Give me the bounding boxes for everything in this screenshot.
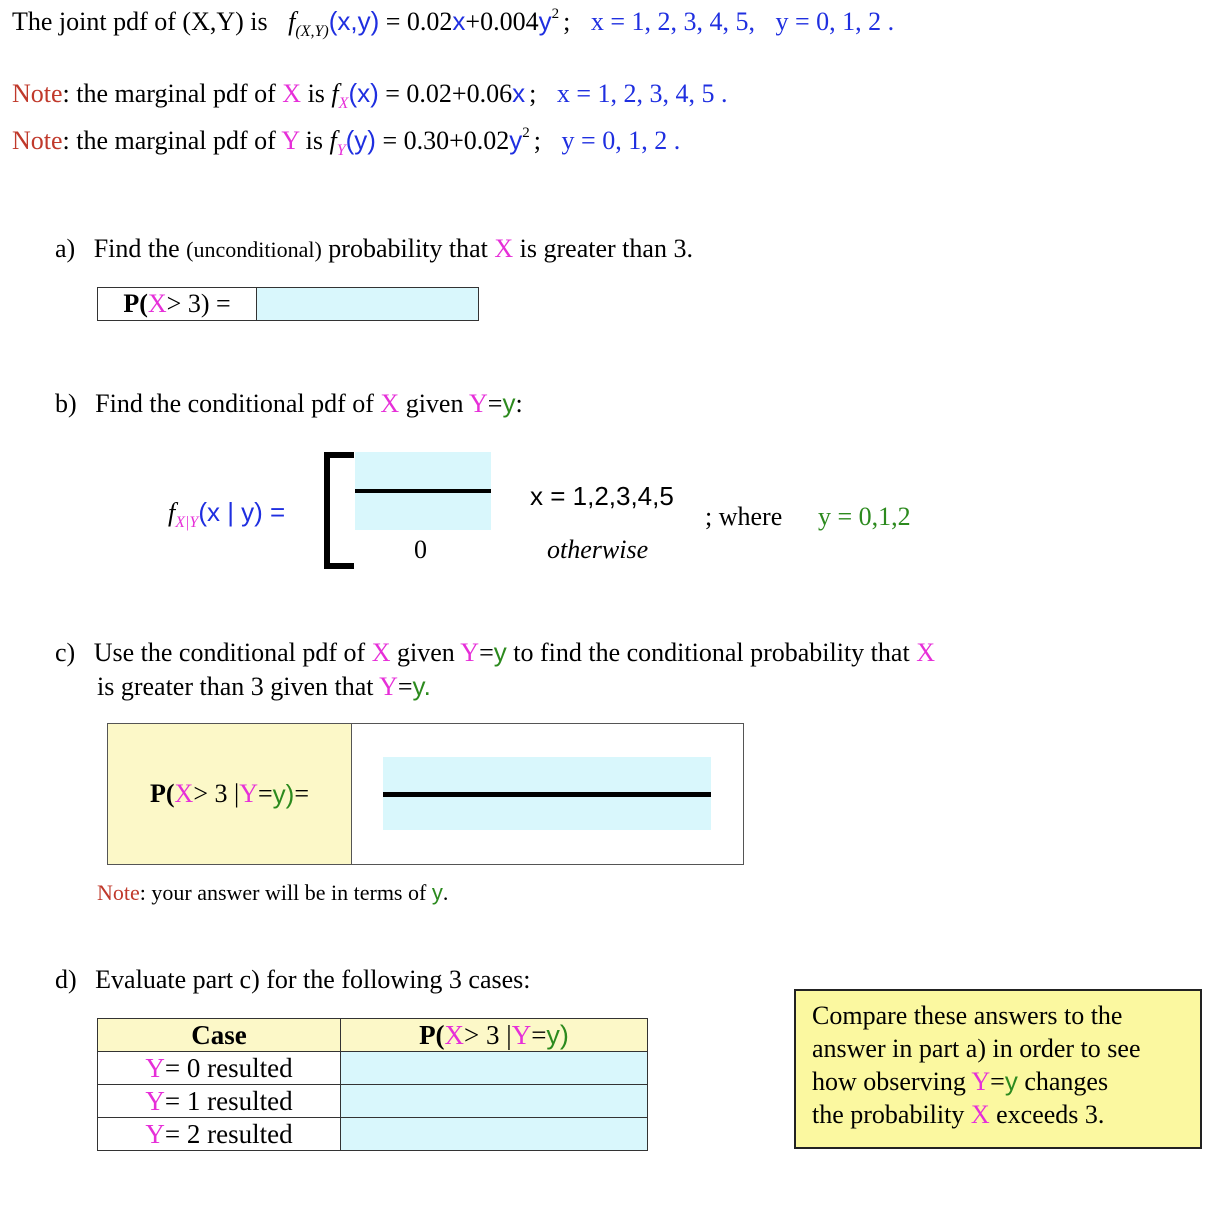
joint-rhs-sup: 2 xyxy=(551,6,560,22)
part-c-answer-panel xyxy=(107,723,744,865)
compare-line4 xyxy=(812,1098,1200,1131)
part-a-text2: probability that xyxy=(328,234,488,263)
note2-sup: 2 xyxy=(522,125,530,141)
part-a-box-label xyxy=(98,288,257,320)
case2-value: 0 xyxy=(414,535,427,564)
note-marginal-y xyxy=(12,125,680,160)
part-c-line1-y: Y xyxy=(460,638,480,667)
prob-header-yval: y) xyxy=(546,1019,569,1050)
case-text: resulted xyxy=(207,1085,293,1116)
part-c-line2-yval: y. xyxy=(412,671,431,701)
prob-header-y: Y xyxy=(511,1019,532,1050)
compare-3a: how observing xyxy=(812,1067,966,1096)
note2-rhs-y: y xyxy=(509,125,523,155)
part-c-fraction-area xyxy=(352,724,743,864)
part-c-box-p: P( xyxy=(150,779,175,808)
part-c-line1d: to find the conditional probability that xyxy=(513,638,910,667)
part-c-label: c) xyxy=(55,638,76,667)
joint-domain-x: x = 1, 2, 3, 4, 5, xyxy=(590,7,755,36)
joint-rhs-a: = 0.02 xyxy=(385,7,453,36)
part-c-question-line1 xyxy=(55,637,935,668)
part-c-denominator-input[interactable] xyxy=(383,797,711,830)
case-answer-input[interactable] xyxy=(341,1052,648,1085)
part-b-val-y: y xyxy=(502,388,516,418)
note1-text: : the marginal pdf of xyxy=(62,79,276,108)
part-b-label: b) xyxy=(55,389,77,418)
note2-domain: y = 0, 1, 2 . xyxy=(561,126,681,155)
part-c-line1a: Use the conditional pdf of xyxy=(93,638,366,667)
case-eq: = 2 xyxy=(164,1118,201,1149)
left-bracket-top xyxy=(324,452,354,458)
case-y: Y xyxy=(145,1052,165,1083)
note1-args: (x) xyxy=(348,78,379,108)
note2-f: f xyxy=(329,126,337,155)
part-c-box-x: X xyxy=(174,779,194,808)
note1-semi: ; xyxy=(529,79,537,108)
joint-pdf-line xyxy=(12,6,894,41)
cond-f-args: (x | y) = xyxy=(198,497,286,527)
compare-line3 xyxy=(812,1065,1200,1098)
table-row xyxy=(98,1118,648,1151)
part-c-box-label xyxy=(108,724,352,864)
prob-header-x: X xyxy=(444,1019,465,1050)
part-c-box-end: = xyxy=(294,779,309,808)
case-eq: = 1 xyxy=(164,1085,201,1116)
part-a-box-rest: > 3) = xyxy=(166,289,231,318)
case-y: Y xyxy=(145,1118,165,1149)
compare-3eq: = xyxy=(990,1067,1005,1096)
left-bracket xyxy=(324,452,330,569)
compare-4x: X xyxy=(970,1100,990,1129)
compare-4b: exceeds 3. xyxy=(996,1100,1105,1129)
note1-rhs-x: x xyxy=(512,78,526,108)
part-b-text3: = xyxy=(487,389,503,418)
note-label: Note xyxy=(12,126,63,155)
prob-header-p: P( xyxy=(419,1019,445,1050)
joint-f: f xyxy=(288,7,296,36)
case-answer-input[interactable] xyxy=(341,1085,648,1118)
part-c-note-y: y xyxy=(431,880,443,905)
part-c-note xyxy=(97,880,448,906)
note2-rhs: = 0.30+0.02 xyxy=(382,126,510,155)
joint-domain-y: y = 0, 1, 2 . xyxy=(775,7,895,36)
part-c-line1b: given xyxy=(396,638,455,667)
part-b-var-x: X xyxy=(380,389,400,418)
conditional-pdf-fraction-input[interactable] xyxy=(355,452,491,530)
joint-rhs-x: x xyxy=(452,6,466,36)
note-label: Note xyxy=(12,79,63,108)
part-a-answer-input[interactable] xyxy=(257,288,478,320)
joint-semi: ; xyxy=(563,7,571,36)
note2-args: (y) xyxy=(345,125,376,155)
note1-var: X xyxy=(282,79,302,108)
prob-header xyxy=(341,1019,648,1052)
part-c-note-text: : your answer will be in terms of xyxy=(139,880,427,905)
part-b-question xyxy=(55,388,523,419)
case-text: resulted xyxy=(207,1118,293,1149)
compare-3yval: y xyxy=(1004,1066,1018,1096)
part-c-line1c: = xyxy=(479,638,494,667)
part-b-text2: given xyxy=(405,389,464,418)
part-c-line1-yval: y xyxy=(493,637,507,667)
case-eq: = 0 xyxy=(164,1052,201,1083)
note1-f: f xyxy=(331,79,339,108)
part-d-text: Evaluate part c) for the following 3 cases: xyxy=(95,965,531,994)
compare-note-box xyxy=(794,989,1202,1149)
part-c-line1-x2: X xyxy=(916,638,935,667)
compare-3y: Y xyxy=(971,1067,991,1096)
left-bracket-bottom xyxy=(324,563,354,569)
part-d-label: d) xyxy=(55,965,77,994)
cases-table xyxy=(97,1018,648,1151)
case1-domain-text: x = 1,2,3,4,5 xyxy=(530,481,674,511)
part-a-text3: is greater than 3. xyxy=(519,234,693,263)
part-c-box-y: Y xyxy=(239,779,258,808)
cond-denominator[interactable] xyxy=(355,493,491,530)
note2-sub: Y xyxy=(336,142,346,159)
joint-rhs-b: +0.004 xyxy=(465,7,539,36)
part-a-text1: Find the xyxy=(93,234,180,263)
prob-header-mid: > 3 | xyxy=(464,1019,512,1050)
note1-rhs: = 0.02+0.06 xyxy=(385,79,513,108)
part-c-note-end: . xyxy=(442,880,449,905)
part-c-note-label: Note xyxy=(97,880,140,905)
part-c-box-mid: > 3 | xyxy=(193,779,240,808)
part-b-text1: Find the conditional pdf of xyxy=(95,389,374,418)
compare-4a: the probability xyxy=(812,1100,965,1129)
joint-rhs-y: y xyxy=(538,6,552,36)
part-c-box-yval: y) xyxy=(272,778,295,809)
note1-is: is xyxy=(307,79,325,108)
part-c-line2b: = xyxy=(397,672,413,701)
part-c-line1-x: X xyxy=(371,638,391,667)
joint-f-sub: (X,Y) xyxy=(295,23,329,40)
table-row xyxy=(98,1052,648,1085)
case-cell xyxy=(98,1085,341,1118)
part-c-line2a: is greater than 3 given that xyxy=(97,672,374,701)
case-text: resulted xyxy=(207,1052,293,1083)
case-cell xyxy=(98,1052,341,1085)
part-d-question xyxy=(55,965,531,995)
part-a-box-p: P( xyxy=(123,289,148,318)
compare-3b: changes xyxy=(1024,1067,1109,1096)
part-a-question xyxy=(55,234,693,264)
note-marginal-x xyxy=(12,78,728,113)
conditional-pdf-lhs xyxy=(168,497,285,532)
case2-domain: otherwise xyxy=(547,535,649,564)
table-row xyxy=(98,1085,648,1118)
joint-intro: The joint pdf of (X,Y) is xyxy=(12,7,268,36)
joint-args: (x,y) xyxy=(328,6,380,36)
case-cell xyxy=(98,1118,341,1151)
case1-domain xyxy=(530,481,674,512)
where-domain: y = 0,1,2 xyxy=(818,502,911,531)
case-y: Y xyxy=(145,1085,165,1116)
cases-header-row xyxy=(98,1019,648,1052)
case-header: Case xyxy=(98,1019,341,1052)
part-a-small: (unconditional) xyxy=(186,237,322,262)
part-a-answer-row xyxy=(97,287,479,321)
part-a-var: X xyxy=(494,234,514,263)
part-c-numerator-input[interactable] xyxy=(383,757,711,792)
part-b-var-y: Y xyxy=(469,389,488,418)
cond-f-sub: X|Y xyxy=(175,514,199,531)
where-text: ; where xyxy=(705,502,783,531)
part-b-text4: : xyxy=(515,389,523,418)
cond-f: f xyxy=(168,498,176,527)
compare-line2: answer in part a) in order to see xyxy=(812,1034,1141,1063)
note1-sub: X xyxy=(338,95,349,112)
case-answer-input[interactable] xyxy=(341,1118,648,1151)
part-a-label: a) xyxy=(55,234,76,263)
part-c-question-line2 xyxy=(97,671,431,702)
cond-numerator[interactable] xyxy=(355,452,491,489)
note2-text: : the marginal pdf of xyxy=(62,126,276,155)
prob-header-eq: = xyxy=(531,1019,547,1050)
part-c-box-eq: = xyxy=(257,779,273,808)
note2-var: Y xyxy=(281,126,300,155)
note2-is: is xyxy=(305,126,323,155)
note2-semi: ; xyxy=(533,126,542,155)
part-c-line2-y: Y xyxy=(379,672,398,701)
part-a-box-x: X xyxy=(147,289,167,318)
note1-domain: x = 1, 2, 3, 4, 5 . xyxy=(556,79,728,108)
compare-line1: Compare these answers to the xyxy=(812,1001,1123,1030)
